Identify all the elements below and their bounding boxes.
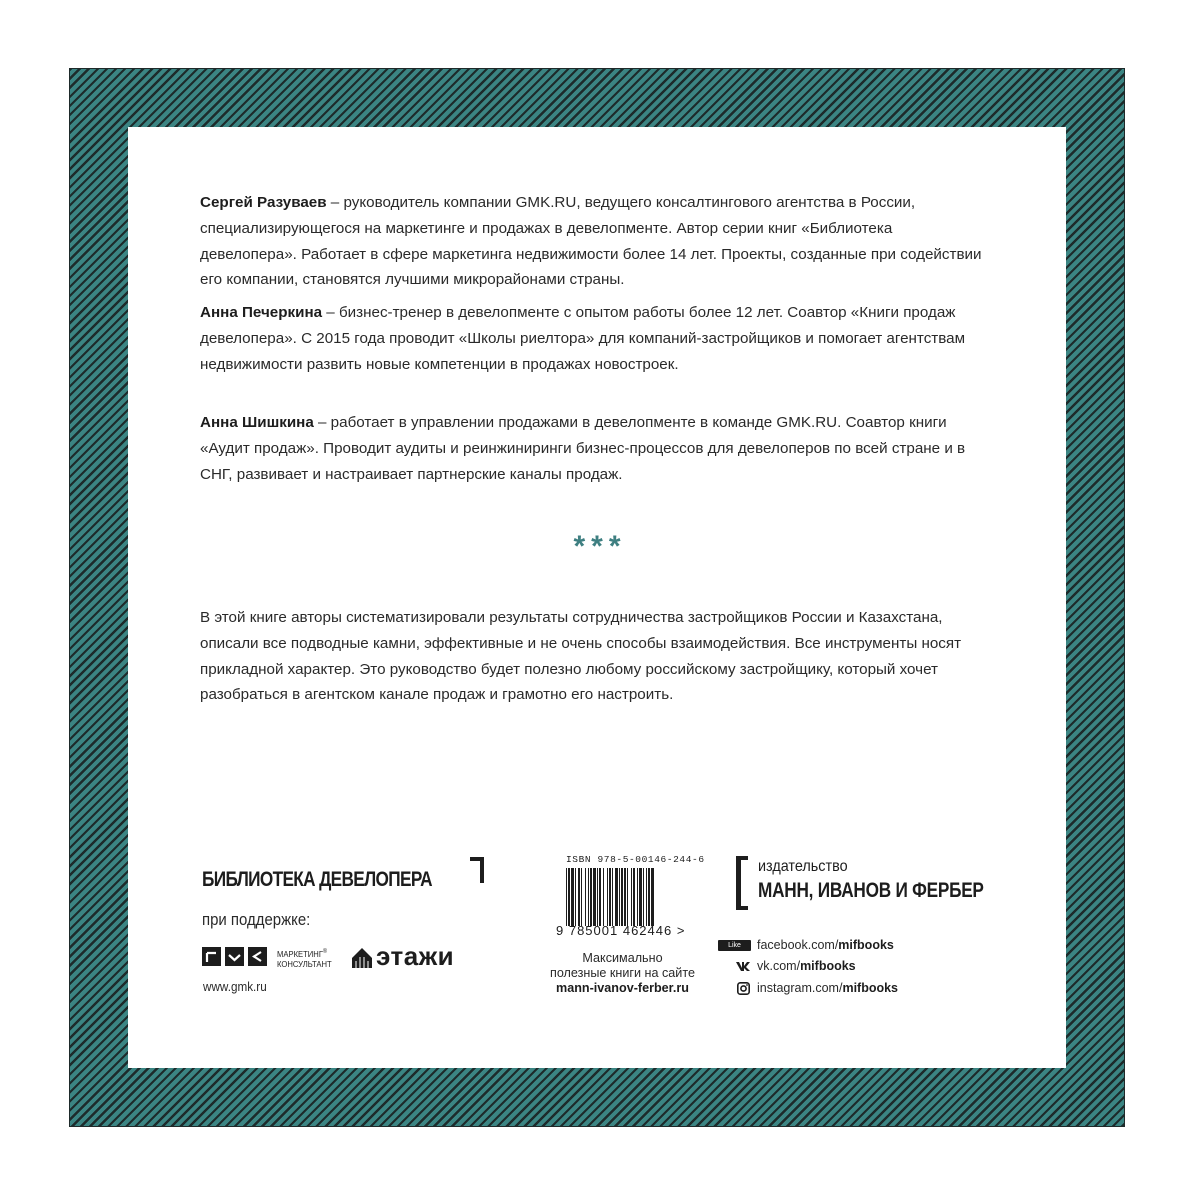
social-facebook	[718, 937, 894, 953]
publisher-label: издательство	[758, 858, 848, 875]
author-name: Анна Печеркина	[200, 304, 323, 321]
etazhi-logo-icon	[352, 946, 372, 968]
author-bio-razuvaev	[200, 190, 990, 293]
series-corner-mark	[470, 857, 484, 883]
promo-line-1: Максимально	[582, 951, 663, 965]
gmk-logo	[202, 947, 272, 967]
book-summary: В этой книге авторы систематизировали результаты сотрудничества застройщиков России и Казахстана, описали все подводные камни, эффективные и не очень способы взаимодействия. Все инструменты носят прикладной характер. Это руководство будет полезно любому российскому застройщику, который хочет разобраться в агентском канале продаж и грамотно его настроить.	[200, 609, 962, 704]
social-prefix: instagram.com/	[757, 981, 843, 995]
gmk-tagline-line1: МАРКЕТИНГ	[277, 948, 323, 959]
author-name: Сергей Разуваев	[200, 194, 327, 211]
section-separator: ***	[573, 530, 627, 563]
gmk-tagline	[277, 947, 332, 969]
social-handle: mifbooks	[842, 981, 899, 995]
social-prefix: vk.com/	[757, 959, 801, 973]
author-bio-shishkina	[200, 410, 990, 487]
gmk-tagline-line2: КОНСУЛЬТАНТ	[277, 958, 332, 969]
author-description: – бизнес-тренер в девелопменте с опытом работы более 12 лет. Соавтор «Книги продаж девелопера». С 2015 года проводит «Школы риелтора» для компаний-застройщиков и помогает агентствам недвижимости развить новые компетенции в продажах новостроек.	[200, 304, 966, 373]
publisher-name: МАНН, ИВАНОВ И ФЕРБЕР	[758, 879, 984, 902]
support-label: при поддержке:	[202, 910, 311, 929]
series-title: БИБЛИОТЕКА ДЕВЕЛОПЕРА	[202, 868, 432, 891]
publisher-promo	[535, 951, 710, 996]
social-handle: mifbooks	[838, 938, 894, 952]
vk-icon	[736, 960, 750, 972]
social-handle: mifbooks	[800, 959, 856, 973]
social-vk	[718, 958, 856, 974]
promo-line-2: полезные книги на сайте	[550, 966, 695, 980]
gmk-website: www.gmk.ru	[203, 979, 267, 994]
social-instagram	[718, 980, 898, 996]
social-prefix: facebook.com/	[757, 938, 839, 952]
instagram-icon	[737, 982, 750, 995]
promo-website: mann-ivanov-ferber.ru	[556, 981, 689, 995]
barcode	[566, 868, 676, 926]
publisher-bracket	[736, 856, 748, 910]
etazhi-wordmark: этажи	[376, 941, 455, 971]
barcode-digits: 9 785001 462446 >	[556, 923, 686, 938]
author-description: – работает в управлении продажами в девелопменте в команде GMK.RU. Соавтор книги «Аудит продаж». Проводит аудиты и реинжиниринги бизнес-процессов для девелоперов по всей стране и в СНГ, развивает и настраивает партнерские каналы продаж.	[200, 414, 966, 483]
author-name: Анна Шишкина	[200, 414, 314, 431]
isbn-number: ISBN 978-5-00146-244-6	[566, 854, 705, 865]
author-description: – руководитель компании GMK.RU, ведущего консалтингового агентства в России, специализирующегося на маркетинге и продажах в девелопменте. Автор серии книг «Библиотека девелопера». Работает в сфере маркетинга недвижимости более 14 лет. Проекты, созданные при содействии его компании, становятся лучшими микрорайонами страны.	[200, 194, 982, 289]
registered-mark: ®	[322, 949, 327, 955]
author-bio-pecherkina	[200, 300, 990, 377]
facebook-like-icon: Like	[718, 940, 751, 951]
